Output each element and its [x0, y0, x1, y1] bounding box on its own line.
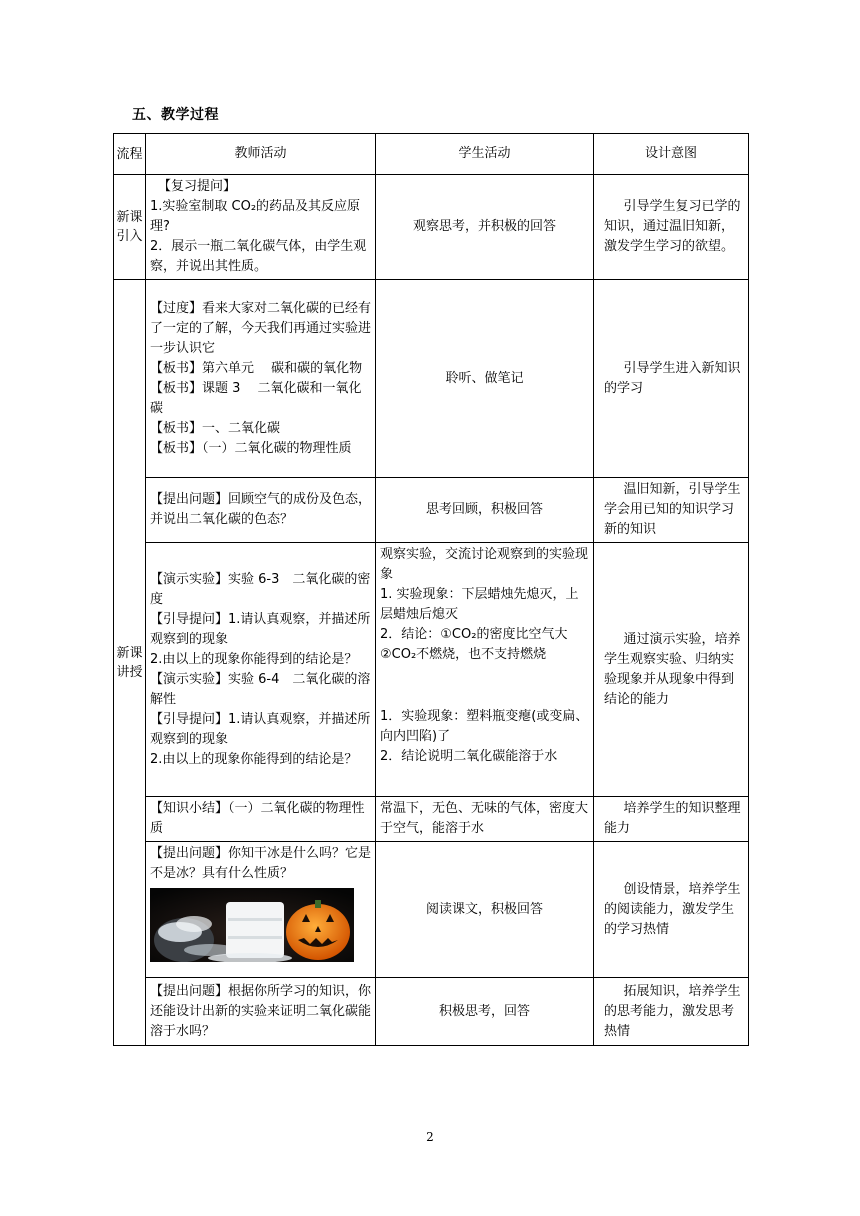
table-row — [114, 280, 749, 478]
design-cell — [594, 978, 749, 1046]
teacher-cell — [146, 175, 376, 280]
design-cell — [594, 543, 749, 797]
design-text: 引导学生进入新知识的学习 — [604, 360, 741, 396]
teacher-line: 【复习提问】 — [158, 179, 237, 194]
design-text: 引导学生复习已学的知识，通过温旧知新，激发学生学习的欲望。 — [604, 199, 741, 254]
student-cell — [376, 543, 594, 797]
student-line: 2．结论：①CO₂的密度比空气大 — [380, 627, 568, 642]
design-text: 拓展知识，培养学生的思考能力，激发思考热情 — [604, 983, 741, 1039]
student-cell: 聆听、做笔记 — [376, 280, 594, 478]
teacher-cell: 【知识小结】（一）二氧化碳的物理性质 — [146, 797, 376, 842]
section-heading: 五、教学过程 — [132, 107, 219, 123]
teaching-process-table — [113, 133, 749, 1046]
col-design: 设计意图 — [594, 134, 749, 175]
table-row — [114, 478, 749, 543]
table-row — [114, 797, 749, 842]
student-cell: 积极思考，回答 — [376, 978, 594, 1046]
teacher-cell: 【提出问题】根据你所学习的知识，你还能设计出新的实验来证明二氧化碳能溶于水吗？ — [146, 978, 376, 1046]
student-line: 观察实验，交流讨论观察到的实验现象 — [380, 547, 589, 582]
teacher-cell: 【提出问题】回顾空气的成份及色态，并说出二氧化碳的色态？ — [146, 478, 376, 543]
teacher-line: 2.由以上的现象你能得到的结论是？ — [150, 651, 358, 667]
process-cell: 新课讲授 — [114, 280, 146, 1046]
table-row — [114, 842, 749, 978]
table-row — [114, 175, 749, 280]
teacher-line: 【板书】一、二氧化碳 — [150, 420, 281, 436]
process-cell: 新课引入 — [114, 175, 146, 280]
teacher-line: 【演示实验】实验 6-4 二氧化碳的溶解性 — [150, 671, 371, 707]
design-cell — [594, 175, 749, 280]
teacher-line: 【引导提问】1.请认真观察，并描述所观察到的现象 — [150, 611, 371, 647]
col-process: 流程 — [114, 134, 146, 175]
spacer — [380, 665, 589, 707]
teacher-line: 【引导提问】1.请认真观察，并描述所观察到的现象 — [150, 711, 371, 747]
student-cell: 观察思考，并积极的回答 — [376, 175, 594, 280]
teacher-line: 【板书】（一）二氧化碳的物理性质 — [150, 440, 352, 456]
col-teacher: 教师活动 — [146, 134, 376, 175]
teacher-line: 1.实验室制取 CO₂的药品及其反应原理? — [150, 199, 361, 234]
student-cell: 思考回顾，积极回答 — [376, 478, 594, 543]
design-cell — [594, 797, 749, 842]
teacher-line: 2.由以上的现象你能得到的结论是？ — [150, 751, 358, 767]
teacher-line: 2．展示一瓶二氧化碳气体，由学生观察，并说出其性质。 — [150, 239, 367, 274]
teacher-cell — [146, 543, 376, 797]
design-cell — [594, 478, 749, 543]
student-line: 1. 实验现象：下层蜡烛先熄灭，上层蜡烛后熄灭 — [380, 587, 579, 622]
teacher-line: 【演示实验】实验 6-3 二氧化碳的密度 — [150, 571, 371, 607]
dry-ice-photo — [150, 888, 354, 962]
design-text: 温旧知新，引导学生学会用已知的知识学习新的知识 — [604, 482, 741, 537]
design-cell — [594, 280, 749, 478]
design-text: 创设情景，培养学生的阅读能力，激发学生的学习热情 — [604, 881, 741, 937]
page-number: 2 — [426, 1130, 434, 1144]
teacher-line: 【提出问题】你知干冰是什么吗？它是不是冰？具有什么性质？ — [150, 846, 372, 881]
table-row — [114, 543, 749, 797]
teacher-line: 【板书】第六单元 碳和碳的氧化物 — [150, 360, 363, 376]
design-text: 培养学生的知识整理能力 — [604, 801, 741, 836]
teacher-line: 【板书】课题 3 二氧化碳和一氧化碳 — [150, 380, 362, 416]
table-row — [114, 978, 749, 1046]
student-cell: 常温下，无色、无味的气体，密度大于空气，能溶于水 — [376, 797, 594, 842]
student-line: ②CO₂不燃烧，也不支持燃烧 — [380, 647, 547, 662]
teacher-cell — [146, 842, 376, 978]
design-text: 通过演示实验，培养学生观察实验、归纳实验现象并从现象中得到结论的能力 — [604, 631, 741, 707]
design-cell — [594, 842, 749, 978]
student-line: 1．实验现象：塑料瓶变瘪(或变扁、向内凹陷)了 — [380, 709, 589, 744]
col-student: 学生活动 — [376, 134, 594, 175]
teacher-cell — [146, 280, 376, 478]
student-cell: 阅读课文，积极回答 — [376, 842, 594, 978]
teacher-line: 【过度】看来大家对二氧化碳的已经有了一定的了解，今天我们再通过实验进一步认识它 — [150, 300, 372, 356]
header-row — [114, 134, 749, 175]
student-line: 2．结论说明二氧化碳能溶于水 — [380, 749, 558, 764]
